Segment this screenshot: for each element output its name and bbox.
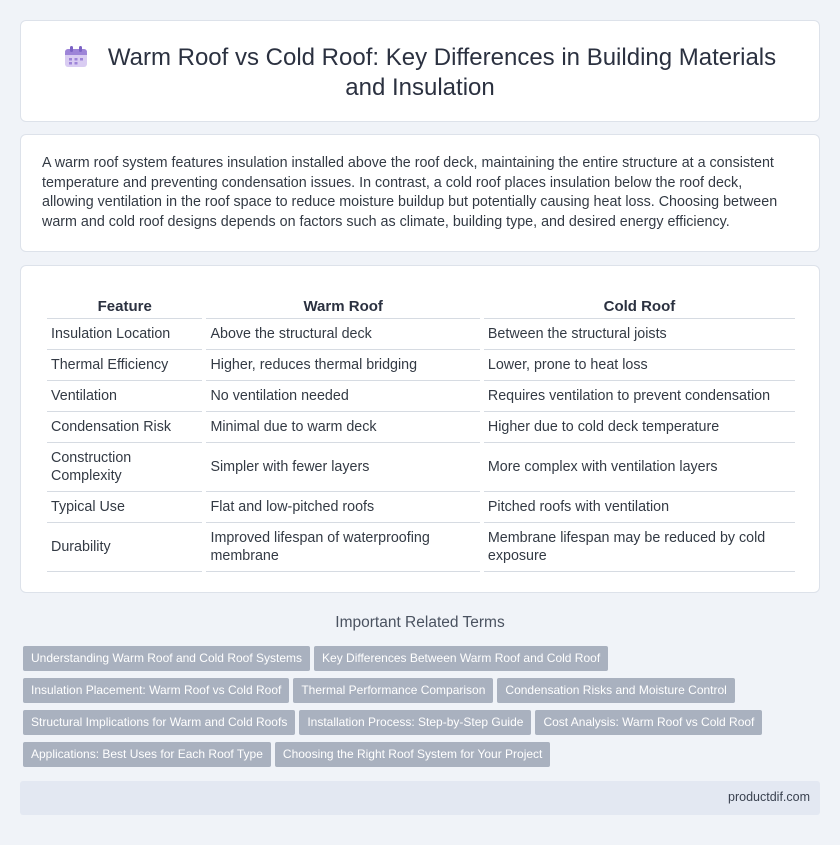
related-term-tag[interactable]: Applications: Best Uses for Each Roof Type — [23, 742, 271, 767]
cold-roof-cell: Between the structural joists — [484, 319, 795, 350]
footer — [20, 781, 820, 815]
feature-cell: Ventilation — [47, 381, 202, 412]
feature-cell: Typical Use — [47, 492, 202, 523]
intro-card — [20, 134, 820, 252]
related-term-tag[interactable]: Condensation Risks and Moisture Control — [497, 678, 734, 703]
related-term-tag[interactable]: Structural Implications for Warm and Cold Roofs — [23, 710, 295, 735]
intro-paragraph: A warm roof system features insulation installed above the roof deck, maintaining the entire structure at a consistent temperature and preventing condensation issues. In contrast, a cold roof places insulation below the roof deck, allowing ventilation in the roof space to reduce moisture buildup but potentially causing heat loss. Choosing between warm and cold roof designs depends on factors such as climate, building type, and desired energy efficiency. — [42, 155, 778, 231]
feature-cell: Condensation Risk — [47, 412, 202, 443]
table-row — [47, 412, 795, 443]
table-row — [47, 523, 795, 572]
table-header-row — [47, 297, 795, 319]
cold-roof-cell: Membrane lifespan may be reduced by cold exposure — [484, 523, 795, 572]
feature-cell: Construction Complexity — [47, 443, 202, 492]
table-row — [47, 443, 795, 492]
warm-roof-cell: No ventilation needed — [206, 381, 479, 412]
comparison-table-card — [20, 265, 820, 593]
tag-row — [23, 678, 803, 710]
header-warm-roof: Warm Roof — [206, 297, 479, 319]
feature-cell: Durability — [47, 523, 202, 572]
warm-roof-cell: Improved lifespan of waterproofing membrane — [206, 523, 479, 572]
table-row — [47, 492, 795, 523]
tag-row — [23, 646, 803, 678]
cold-roof-cell: Higher due to cold deck temperature — [484, 412, 795, 443]
page-title-text: Warm Roof vs Cold Roof: Key Differences in Building Materials and Insulation — [107, 44, 777, 101]
warm-roof-cell: Above the structural deck — [206, 319, 479, 350]
table-row — [47, 319, 795, 350]
table-row — [47, 381, 795, 412]
calendar-icon — [64, 46, 88, 68]
cold-roof-cell: More complex with ventilation layers — [484, 443, 795, 492]
header-cold-roof: Cold Roof — [484, 297, 795, 319]
related-term-tag[interactable]: Insulation Placement: Warm Roof vs Cold Roof — [23, 678, 289, 703]
comparison-table — [43, 297, 799, 572]
title-wrap — [21, 43, 819, 103]
cold-roof-cell: Requires ventilation to prevent condensation — [484, 381, 795, 412]
tag-row — [23, 710, 803, 742]
warm-roof-cell: Simpler with fewer layers — [206, 443, 479, 492]
footer-site-name[interactable]: productdif.com — [728, 790, 810, 804]
related-term-tag[interactable]: Thermal Performance Comparison — [293, 678, 493, 703]
title-card — [20, 20, 820, 122]
related-term-tag[interactable]: Cost Analysis: Warm Roof vs Cold Roof — [535, 710, 762, 735]
cold-roof-cell: Pitched roofs with ventilation — [484, 492, 795, 523]
table-row — [47, 350, 795, 381]
header-feature: Feature — [47, 297, 202, 319]
related-term-tag[interactable]: Key Differences Between Warm Roof and Cold Roof — [314, 646, 608, 671]
related-terms-list — [23, 646, 803, 774]
warm-roof-cell: Minimal due to warm deck — [206, 412, 479, 443]
warm-roof-cell: Flat and low-pitched roofs — [206, 492, 479, 523]
related-term-tag[interactable]: Installation Process: Step-by-Step Guide — [299, 710, 531, 735]
page-title — [61, 43, 779, 103]
feature-cell: Insulation Location — [47, 319, 202, 350]
cold-roof-cell: Lower, prone to heat loss — [484, 350, 795, 381]
tag-row — [23, 742, 803, 774]
feature-cell: Thermal Efficiency — [47, 350, 202, 381]
related-term-tag[interactable]: Choosing the Right Roof System for Your Project — [275, 742, 550, 767]
related-terms-heading: Important Related Terms — [335, 614, 505, 631]
related-term-tag[interactable]: Understanding Warm Roof and Cold Roof Systems — [23, 646, 310, 671]
warm-roof-cell: Higher, reduces thermal bridging — [206, 350, 479, 381]
